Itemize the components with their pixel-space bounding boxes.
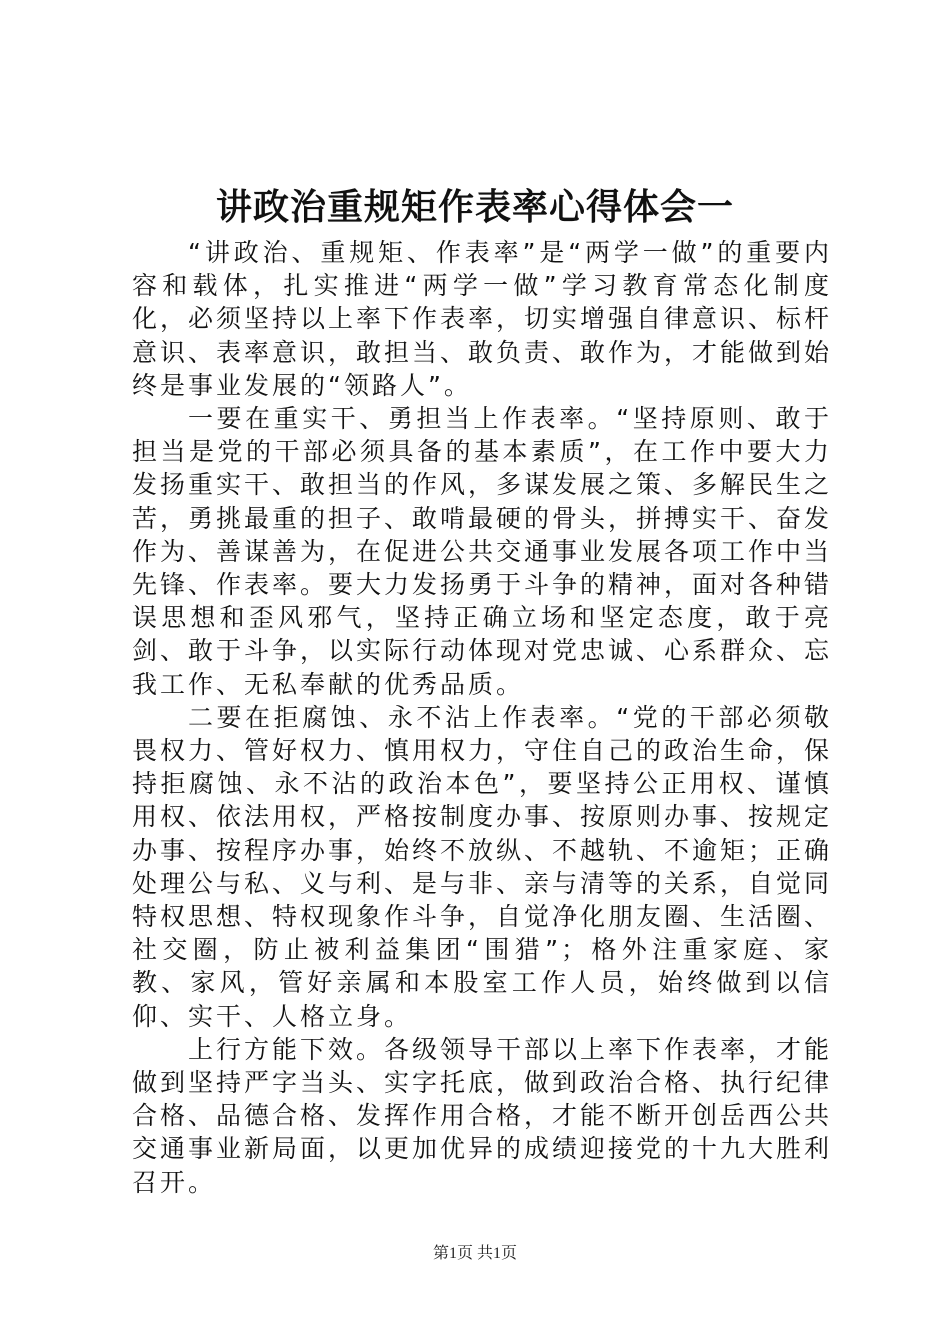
paragraph-intro: “讲政治、重规矩、作表率”是“两学一做”的重要内容和载体，扎实推进“两学一做”学习教育常态化制度化，必须坚持以上率下作表率，切实增强自律意识、标杆意识、表率意识，敢担当、敢负责、敢作为，才能做到始终是事业发展的“领路人”。: [132, 238, 833, 400]
page-footer: 第1页 共1页: [432, 1245, 517, 1262]
document-body: [132, 236, 832, 1199]
paragraph-conclusion: 上行方能下效。各级领导干部以上率下作表率，才能做到坚持严字当头、实字托底，做到政治合格、执行纪律合格、品德合格、发挥作用合格，才能不断开创岳西公共交通事业新局面，以更加优异的成绩迎接党的十九大胜利召开。: [132, 1034, 833, 1197]
document-title: 讲政治重规矩作表率心得体会一: [215, 186, 734, 228]
paragraph-point-one: 一要在重实干、勇担当上作表率。“坚持原则、敢于担当是党的干部必须具备的基本素质”，在工作中要大力发扬重实干、敢担当的作风，多谋发展之策、多解民生之苦，勇挑最重的担子、敢啃最硬的骨头，拼搏实干、奋发作为、善谋善为，在促进公共交通事业发展各项工作中当先锋、作表率。要大力发扬勇于斗争的精神，面对各种错误思想和歪风邪气，坚持正确立场和坚定态度，敢于亮剑、敢于斗争，以实际行动体现对党忠诚、心系群众、忘我工作、无私奉献的优秀品质。: [132, 404, 833, 699]
paragraph-point-two: 二要在拒腐蚀、永不沾上作表率。“党的干部必须敬畏权力、管好权力、慎用权力，守住自己的政治生命，保持拒腐蚀、永不沾的政治本色”，要坚持公正用权、谨慎用权、依法用权，严格按制度办事、按原则办事、按规定办事、按程序办事，始终不放纵、不越轨、不逾矩；正确处理公与私、义与利、是与非、亲与清等的关系，自觉同特权思想、特权现象作斗争，自觉净化朋友圈、生活圈、社交圈，防止被利益集团“围猎”；格外注重家庭、家教、家风，管好亲属和本股室工作人员，始终做到以信仰、实干、人格立身。: [132, 702, 833, 1031]
